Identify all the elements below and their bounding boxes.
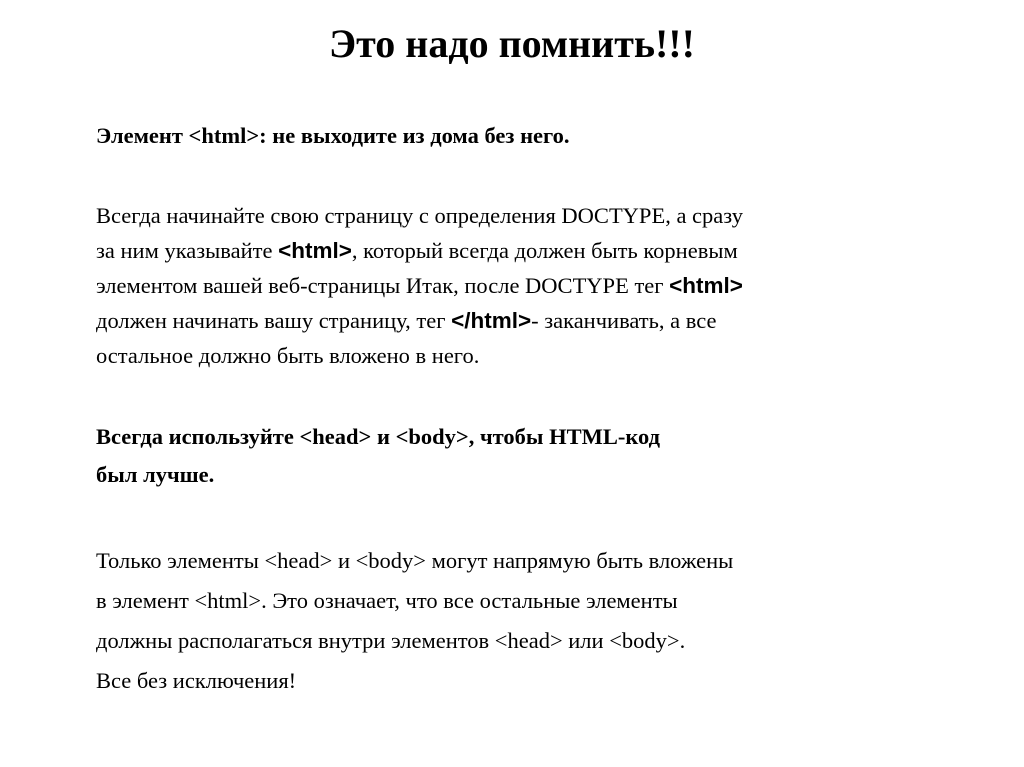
paragraph-nesting-rules xyxy=(96,541,956,701)
paragraph-line xyxy=(96,303,956,338)
paragraph-line: в элемент <html>. Это означает, что все остальные элементы xyxy=(96,588,678,613)
paragraph-line: должны располагаться внутри элементов <head> или <body>. xyxy=(96,628,686,653)
paragraph-line: Всегда начинайте свою страницу с определения DOCTYPE, а сразу xyxy=(96,203,743,228)
text-run: должен начинать вашу страницу, тег xyxy=(96,308,452,333)
paragraph-head-body xyxy=(96,418,956,494)
paragraph-line xyxy=(96,233,956,268)
text-run: - заканчивать, а все xyxy=(531,308,717,333)
text-run: , который всегда должен быть корневым xyxy=(351,238,738,263)
paragraph-html-element xyxy=(96,117,956,155)
text-run: элементом вашей веб-страницы Итак, после DOCTYPE тег xyxy=(96,273,670,298)
paragraph-doctype xyxy=(96,198,956,373)
text-run: за ним указывайте xyxy=(96,238,279,263)
paragraph-line: Только элементы <head> и <body> могут напрямую быть вложены xyxy=(96,548,734,573)
paragraph-line xyxy=(96,268,956,303)
closing-html-tag-code: </html> xyxy=(451,308,532,333)
paragraph-line: Элемент <html>: не выходите из дома без него. xyxy=(96,123,570,148)
paragraph-line: Все без исключения! xyxy=(96,668,297,693)
slide-title: Это надо помнить!!! xyxy=(329,21,695,66)
html-tag-code: <html> xyxy=(669,273,743,298)
paragraph-line: был лучше. xyxy=(96,462,215,487)
html-tag-code: <html> xyxy=(278,238,352,263)
paragraph-line: Всегда используйте <head> и <body>, чтобы HTML-код xyxy=(96,424,661,449)
paragraph-line: остальное должно быть вложено в него. xyxy=(96,343,480,368)
